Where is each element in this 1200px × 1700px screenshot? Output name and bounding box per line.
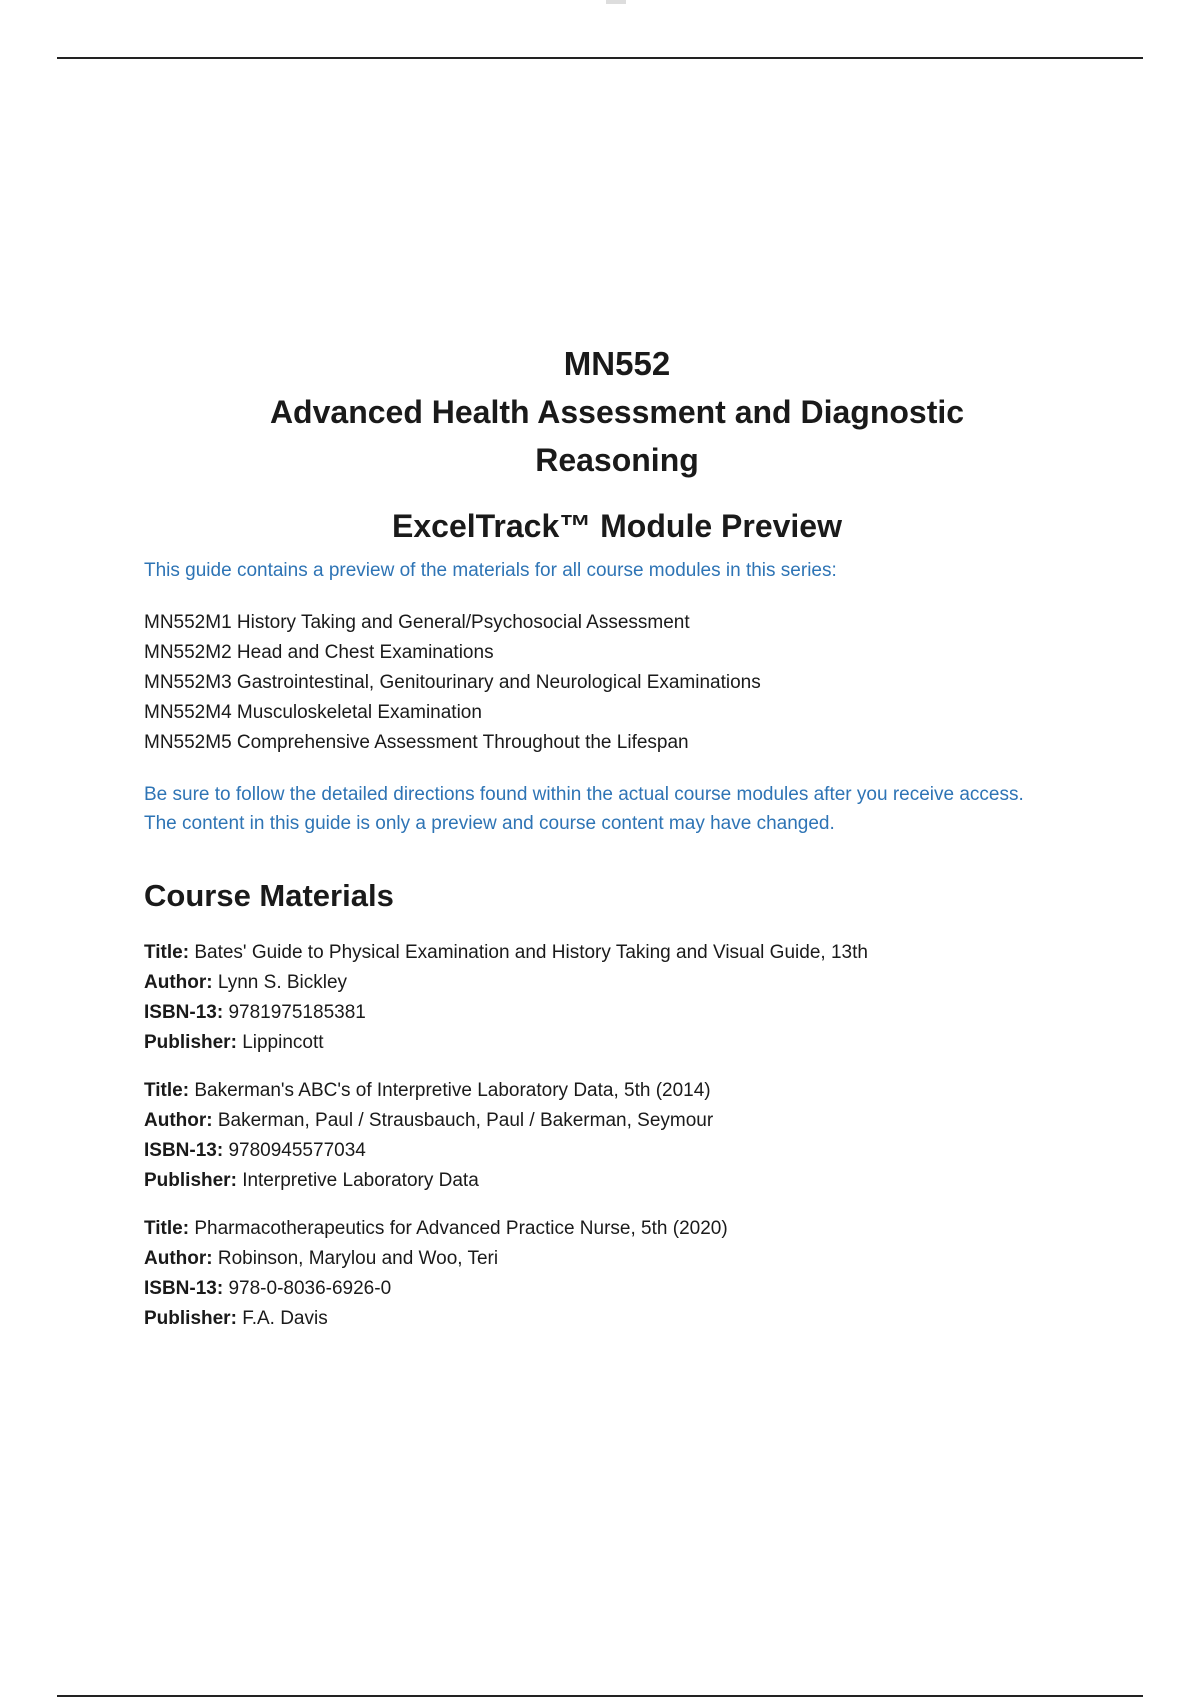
- book-author-line: [144, 1244, 1044, 1274]
- publisher-label: Publisher:: [144, 1032, 237, 1053]
- book-author: Lynn S. Bickley: [217, 972, 348, 993]
- preview-title: ExcelTrack™ Module Preview: [392, 508, 842, 544]
- book-title: Bates' Guide to Physical Examination and History Taking and Visual Guide, 13th: [194, 942, 868, 963]
- title-label: Title:: [144, 942, 190, 963]
- book-isbn-line: [144, 998, 1044, 1028]
- book-isbn: 9781975185381: [228, 1002, 366, 1023]
- module-item: MN552M3 Gastrointestinal, Genitourinary and Neurological Examinations: [144, 672, 761, 693]
- course-materials-heading: Course Materials: [144, 878, 394, 913]
- module-item: MN552M4 Musculoskeletal Examination: [144, 702, 482, 723]
- book-title-line: [144, 1076, 884, 1106]
- book-publisher: Lippincott: [242, 1032, 324, 1053]
- preview-note: Be sure to follow the detailed directions found within the actual course modules after you receive access. The content in this guide is only a preview and course content may have changed.: [144, 784, 1024, 834]
- book-title-line: [144, 938, 884, 968]
- book-author-line: [144, 1106, 1044, 1136]
- bottom-divider: [57, 1695, 1143, 1697]
- book-publisher: Interpretive Laboratory Data: [242, 1170, 479, 1191]
- watermark-mark: [606, 0, 626, 4]
- isbn-label: ISBN-13:: [144, 1278, 224, 1299]
- book-isbn: 978-0-8036-6926-0: [228, 1278, 392, 1299]
- author-label: Author:: [144, 1110, 213, 1131]
- document-body: [144, 556, 1044, 1334]
- book-publisher-line: [144, 1166, 1044, 1196]
- book-author: Robinson, Marylou and Woo, Teri: [217, 1248, 499, 1269]
- top-divider: [57, 57, 1143, 59]
- title-block: [0, 340, 1200, 548]
- book-entry: [144, 1214, 1044, 1334]
- book-isbn: 9780945577034: [228, 1140, 366, 1161]
- book-title: Bakerman's ABC's of Interpretive Laboratory Data, 5th (2014): [194, 1080, 711, 1101]
- intro-text: This guide contains a preview of the materials for all course modules in this series:: [144, 560, 837, 581]
- book-title: Pharmacotherapeutics for Advanced Practice Nurse, 5th (2020): [194, 1218, 728, 1239]
- title-label: Title:: [144, 1080, 190, 1101]
- book-entry: [144, 938, 1044, 1058]
- publisher-label: Publisher:: [144, 1308, 237, 1329]
- book-publisher-line: [144, 1028, 1044, 1058]
- author-label: Author:: [144, 972, 213, 993]
- book-isbn-line: [144, 1274, 1044, 1304]
- course-code: MN552: [563, 345, 671, 382]
- isbn-label: ISBN-13:: [144, 1140, 224, 1161]
- book-publisher: F.A. Davis: [242, 1308, 328, 1329]
- module-item: MN552M2 Head and Chest Examinations: [144, 642, 494, 663]
- module-item: MN552M1 History Taking and General/Psychosocial Assessment: [144, 612, 690, 633]
- book-author-line: [144, 968, 1044, 998]
- book-entry: [144, 1076, 1044, 1196]
- book-author: Bakerman, Paul / Strausbauch, Paul / Bakerman, Seymour: [217, 1110, 714, 1131]
- isbn-label: ISBN-13:: [144, 1002, 224, 1023]
- book-isbn-line: [144, 1136, 1044, 1166]
- book-title-line: [144, 1214, 884, 1244]
- module-list: [144, 608, 1044, 758]
- book-publisher-line: [144, 1304, 1044, 1334]
- module-item: MN552M5 Comprehensive Assessment Throughout the Lifespan: [144, 732, 689, 753]
- author-label: Author:: [144, 1248, 213, 1269]
- publisher-label: Publisher:: [144, 1170, 237, 1191]
- course-name: Advanced Health Assessment and Diagnostic Reasoning: [269, 394, 965, 478]
- title-label: Title:: [144, 1218, 190, 1239]
